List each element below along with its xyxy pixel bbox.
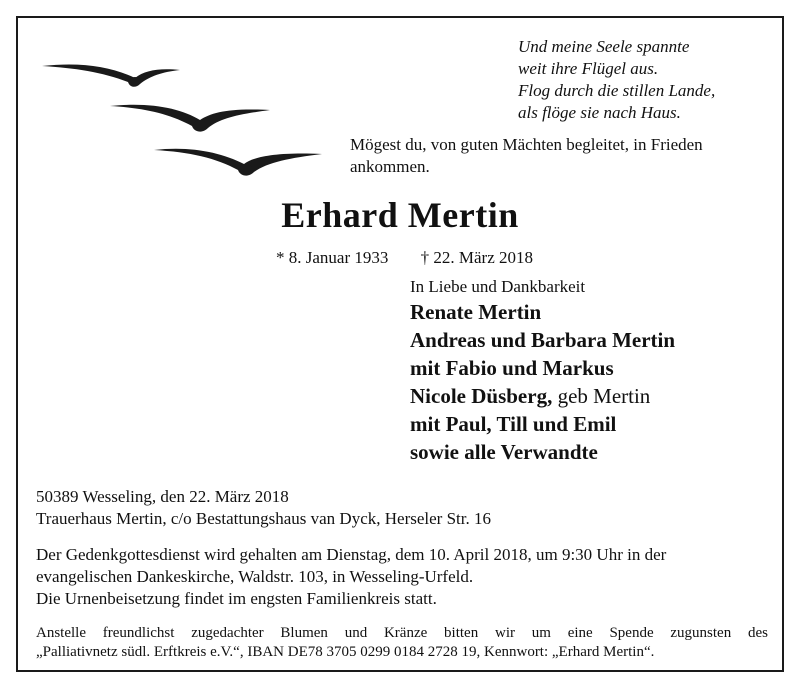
mourner-name: Nicole Düsberg, <box>410 384 553 408</box>
mourner-line <box>410 298 675 326</box>
mourner-name: Renate Mertin <box>410 300 542 324</box>
mourner-name: mit Paul, Till und Emil <box>410 412 617 436</box>
place-and-date <box>36 486 491 530</box>
poem <box>518 36 715 124</box>
mourner-line <box>410 326 675 354</box>
mourner-name: mit Fabio und Markus <box>410 356 614 380</box>
deceased-name: Erhard Mertin <box>281 195 519 235</box>
mourner-name: Andreas und Barbara Mertin <box>410 328 676 352</box>
poem-line: Und meine Seele spannte <box>518 37 690 56</box>
bird-icon <box>110 105 270 132</box>
bird-icon <box>154 149 322 176</box>
donation-line: Anstelle freundlichst zugedachter Blumen und Kränze bitten wir um eine Spende zugunsten des <box>36 625 768 641</box>
service-info <box>36 544 771 610</box>
birds-illustration <box>40 58 340 188</box>
poem-line: als flöge sie nach Haus. <box>518 103 681 122</box>
mourner-line <box>410 354 675 382</box>
bird-icon <box>42 65 180 87</box>
mourner-line <box>410 410 675 438</box>
death-date: † 22. März 2018 <box>420 248 533 267</box>
service-line: Der Gedenkgottesdienst wird gehalten am Dienstag, dem 10. April 2018, um 9:30 Uhr in der <box>36 545 667 564</box>
mourner-line <box>410 382 675 410</box>
mourner-suffix: geb Mertin <box>552 384 651 408</box>
poem-line: Flog durch die stillen Lande, <box>518 81 716 100</box>
birth-date: * 8. Januar 1933 <box>276 248 389 267</box>
address-line: Trauerhaus Mertin, c/o Bestattungshaus van Dyck, Herseler Str. 16 <box>36 509 491 528</box>
mourner-name: sowie alle Verwandte <box>410 440 598 464</box>
mourners <box>410 276 675 466</box>
burial-line: Die Urnenbeisetzung findet im engsten Familienkreis statt. <box>36 589 437 608</box>
obituary-card <box>16 16 784 672</box>
poem-line: weit ihre Flügel aus. <box>518 59 659 78</box>
service-line: evangelischen Dankeskirche, Waldstr. 103, in Wesseling-Urfeld. <box>36 567 474 586</box>
quote: Mögest du, von guten Mächten begleitet, in Frieden ankommen. <box>350 135 703 176</box>
place-line: 50389 Wesseling, den 22. März 2018 <box>36 487 289 506</box>
mourners-intro: In Liebe und Dankbarkeit <box>410 277 586 296</box>
life-dates <box>276 248 533 268</box>
donation-line: „Palliativnetz südl. Erftkreis e.V.“, IBAN DE78 3705 0299 0184 2728 19, Kennwort: „Erhard Mertin“. <box>36 644 655 660</box>
mourner-line <box>410 438 675 466</box>
donation-note <box>36 624 768 662</box>
